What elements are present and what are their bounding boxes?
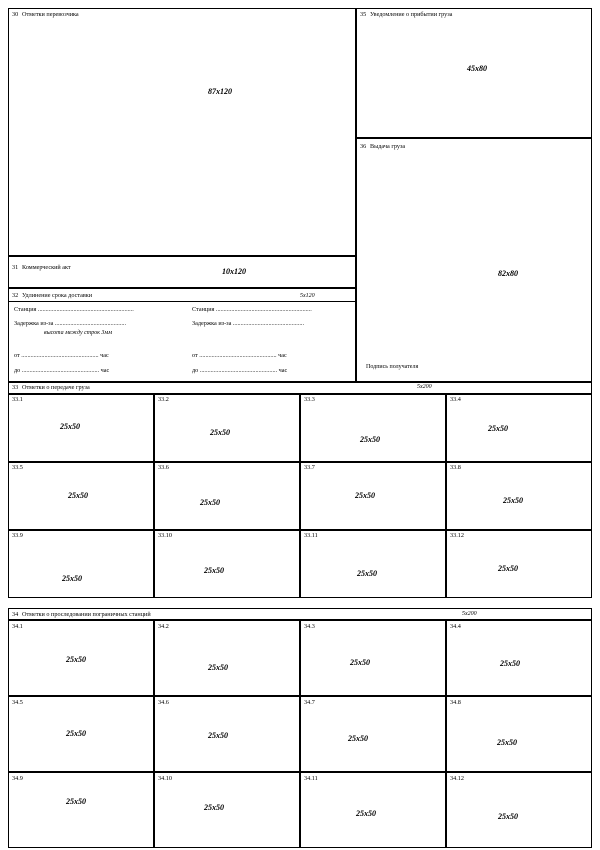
cell-label-34-4: 34.4	[450, 623, 461, 630]
cell-label-33-9: 33.9	[12, 532, 23, 539]
table-cell-33-9	[8, 530, 154, 598]
field-33-header-box	[8, 382, 592, 394]
field-34-dimension: 5x200	[462, 611, 477, 617]
field-36-signature-label: Подпись получателя	[366, 364, 419, 370]
field-32-label: Удлинение срока доставки	[22, 292, 93, 299]
cell-dim-33-11: 25x50	[357, 569, 377, 578]
cell-label-34-10: 34.10	[158, 775, 172, 782]
table-cell-34-8	[446, 696, 592, 772]
cell-dim-34-10: 25x50	[204, 803, 224, 812]
cell-label-33-12: 33.12	[450, 532, 464, 539]
cell-label-33-3: 33.3	[304, 396, 315, 403]
table-cell-33-3	[300, 394, 446, 462]
field-33-dimension: 5x200	[417, 384, 432, 390]
cell-label-34-8: 34.8	[450, 699, 461, 706]
field-31-commercial-act	[8, 256, 356, 288]
field-33-number: 33	[12, 384, 19, 391]
cell-dim-34-9: 25x50	[66, 797, 86, 806]
table-cell-34-10	[154, 772, 300, 848]
field-35-number: 35	[360, 11, 367, 18]
field-35-arrival-notice	[356, 8, 592, 138]
field-35-dimension: 45x80	[467, 64, 487, 73]
cell-label-34-5: 34.5	[12, 699, 23, 706]
cell-label-33-4: 33.4	[450, 396, 461, 403]
cell-dim-34-2: 25x50	[208, 663, 228, 672]
field-34-label: Отметки о проследовании пограничных станций	[22, 611, 151, 618]
table-cell-34-2	[154, 620, 300, 696]
cell-label-33-6: 33.6	[158, 464, 169, 471]
cell-label-34-9: 34.9	[12, 775, 23, 782]
cell-label-33-11: 33.11	[304, 532, 318, 539]
table-cell-34-9	[8, 772, 154, 848]
cell-dim-33-1: 25x50	[60, 422, 80, 431]
table-cell-33-4	[446, 394, 592, 462]
cell-label-34-6: 34.6	[158, 699, 169, 706]
cell-dim-33-3: 25x50	[360, 435, 380, 444]
field-32-row-height-note: высота между строк 3мм	[44, 330, 113, 336]
field-32-left-delay: Задержка из-за ..............................................	[14, 320, 127, 327]
cell-dim-34-3: 25x50	[350, 658, 370, 667]
cell-dim-34-5: 25x50	[66, 729, 86, 738]
cell-dim-34-1: 25x50	[66, 655, 86, 664]
cell-dim-34-8: 25x50	[497, 738, 517, 747]
field-30-label: Отметки перевозчика	[22, 11, 79, 18]
field-32-right-from: от .................................................. час	[192, 352, 287, 359]
cell-label-34-12: 34.12	[450, 775, 464, 782]
cell-dim-33-2: 25x50	[210, 428, 230, 437]
field-30-carrier-marks	[8, 8, 356, 256]
cell-label-33-10: 33.10	[158, 532, 172, 539]
cell-dim-34-11: 25x50	[356, 809, 376, 818]
cell-dim-33-6: 25x50	[200, 498, 220, 507]
field-32-number: 32	[12, 292, 19, 299]
cell-label-33-5: 33.5	[12, 464, 23, 471]
field-36-dimension: 82x80	[498, 269, 518, 278]
cell-label-34-11: 34.11	[304, 775, 318, 782]
cell-dim-34-6: 25x50	[208, 731, 228, 740]
table-cell-34-12	[446, 772, 592, 848]
field-31-label: Коммерческий акт	[22, 264, 71, 271]
cell-dim-34-12: 25x50	[498, 812, 518, 821]
table-cell-34-4	[446, 620, 592, 696]
field-33-label: Отметки о передаче груза	[22, 384, 90, 391]
cell-label-34-1: 34.1	[12, 623, 23, 630]
table-cell-34-7	[300, 696, 446, 772]
cell-label-33-2: 33.2	[158, 396, 169, 403]
cell-dim-34-4: 25x50	[500, 659, 520, 668]
cell-dim-33-5: 25x50	[68, 491, 88, 500]
table-cell-34-3	[300, 620, 446, 696]
cell-label-34-7: 34.7	[304, 699, 315, 706]
cell-label-33-7: 33.7	[304, 464, 315, 471]
cell-dim-33-10: 25x50	[204, 566, 224, 575]
cell-label-33-8: 33.8	[450, 464, 461, 471]
table-cell-33-1	[8, 394, 154, 462]
field-31-number: 31	[12, 264, 19, 271]
field-36-number: 36	[360, 143, 367, 150]
field-32-header-divider	[8, 301, 356, 302]
cell-label-34-2: 34.2	[158, 623, 169, 630]
table-cell-33-11	[300, 530, 446, 598]
field-30-dimension: 87x120	[208, 87, 232, 96]
table-cell-33-6	[154, 462, 300, 530]
table-cell-33-10	[154, 530, 300, 598]
cell-dim-33-9: 25x50	[62, 574, 82, 583]
field-34-number: 34	[12, 611, 19, 618]
cell-dim-33-4: 25x50	[488, 424, 508, 433]
cell-dim-33-12: 25x50	[498, 564, 518, 573]
field-30-number: 30	[12, 11, 19, 18]
field-32-right-delay: Задержка из-за ..............................................	[192, 320, 305, 327]
cell-label-34-3: 34.3	[304, 623, 315, 630]
field-36-cargo-delivery	[356, 138, 592, 382]
cell-dim-33-8: 25x50	[503, 496, 523, 505]
field-32-left-from: от .................................................. час	[14, 352, 109, 359]
field-32-dimension: 5x120	[300, 293, 315, 299]
field-36-label: Выдача груза	[370, 143, 406, 150]
cell-dim-33-7: 25x50	[355, 491, 375, 500]
field-31-dimension: 10x120	[222, 267, 246, 276]
field-32-right-station: Станция ..............................................................	[192, 306, 312, 313]
field-32-right-to: до .................................................. час	[192, 367, 288, 374]
field-32-left-station: Станция ..............................................................	[14, 306, 134, 313]
table-cell-33-12	[446, 530, 592, 598]
cell-label-33-1: 33.1	[12, 396, 23, 403]
field-35-label: Уведомление о прибытии груза	[370, 11, 453, 18]
cell-dim-34-7: 25x50	[348, 734, 368, 743]
field-32-left-to: до .................................................. час	[14, 367, 110, 374]
